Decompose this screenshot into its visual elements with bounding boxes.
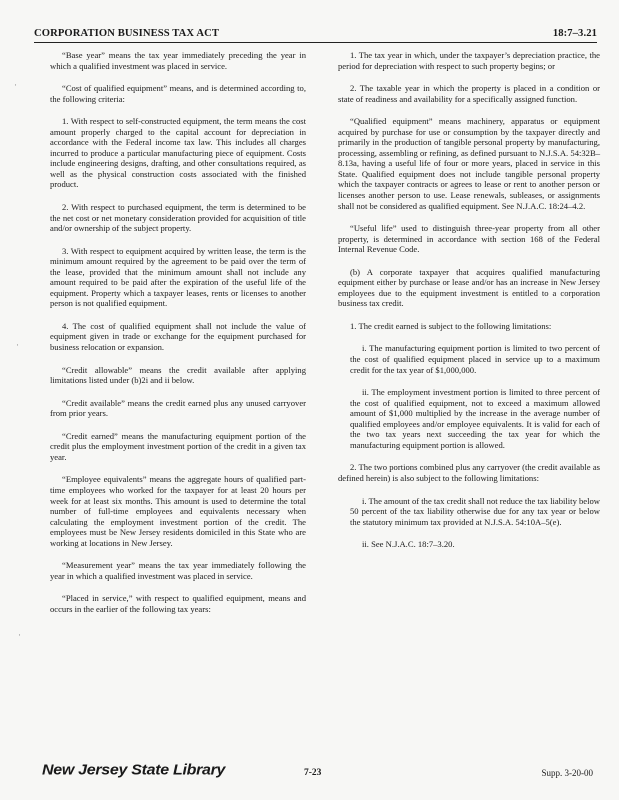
paragraph-credit-allowable: “Credit allowable” means the credit available after applying limitations listed under (b)2i and ii below.: [50, 364, 306, 386]
paragraph-subsection-b: (b) A corporate taxpayer that acquires qualified manufacturing equipment either by purchase or lease and/or has an increase in New Jersey employees due to the equipment investment is entitled to a corporation business tax credit.: [338, 266, 600, 309]
left-column: [50, 50, 306, 621]
margin-mark: ·: [16, 340, 19, 350]
margin-mark: ·: [14, 80, 17, 90]
page-number: 7-23: [304, 768, 322, 778]
paragraph-cost-criterion-4: 4. The cost of qualified equipment shall not include the value of equipment given in trade or exchange for the equipment purchased for business relocation or expansion.: [50, 320, 306, 353]
paragraph-base-year: “Base year” means the tax year immediately preceding the year in which a qualified investment was placed in service.: [50, 50, 306, 71]
library-stamp: New Jersey State Library: [42, 762, 226, 779]
header-title: CORPORATION BUSINESS TAX ACT: [34, 28, 219, 39]
paragraph-cost-criterion-2: 2. With respect to purchased equipment, the term is determined to be the net cost or net monetary consideration provided for acquisition of title and/or ownership of the subject property.: [50, 202, 306, 234]
paragraph-service-year-2: 2. The taxable year in which the property is placed in a condition or state of readiness and availability for a specifically assigned function.: [338, 83, 600, 104]
paragraph-combined-limit-i: i. The amount of the tax credit shall not reduce the tax liability below 50 percent of the tax liability otherwise due for any tax year or below the statutory minimum tax provided at N.J.S.A. 54:10A–5(e).: [350, 495, 601, 527]
paragraph-useful-life: “Useful life” used to distinguish three-year property from all other property, is determined in accordance with section 168 of the Federal Internal Revenue Code.: [338, 223, 600, 255]
paragraph-placed-in-service: “Placed in service,” with respect to qualified equipment, means and occurs in the earlier of the following tax years:: [50, 593, 306, 614]
paragraph-measurement-year: “Measurement year” means the tax year immediately following the year in which a qualified investment was placed in service.: [50, 560, 306, 581]
paragraph-credit-available: “Credit available” means the credit earned plus any unused carryover from prior years.: [50, 397, 306, 419]
supplement-date: Supp. 3-20-00: [541, 768, 593, 778]
paragraph-limit-ii: ii. The employment investment portion is limited to three percent of the cost of qualified equipment, not to exceed a maximum allowed amount of $1,000 multiplied by the increase in the average number of qualified employees and/or employee equivalents. It is valid for each of the two tax years next succeeding the tax year for which the manufacturing equipment portion is allowed.: [350, 387, 600, 450]
paragraph-cost-criterion-1: 1. With respect to self-constructed equipment, the term means the cost amount properly charged to the capital account for depreciation in accordance with the Federal income tax law. This includes all charges incurred to produce a particular manufacturing piece of equipment. Costs include engineering designs, drafting, and other consultations required, as well as the physical construction costs associated with the finished product.: [50, 116, 306, 190]
paragraph-qualified-equipment: “Qualified equipment” means machinery, apparatus or equipment acquired by purchase for use or consumption by the taxpayer directly and primarily in the production of tangible personal property by manufacturing, processing, assembling or refining, as defined pursuant to N.J.S.A. 54:32B–8.13a, having a useful life of four or more years, placed in service in this State. Qualified equipment does not include tangible personal property which the taxpayer contracts or agrees to lease or rent to another person or licenses another person to use. Lease renewals, subleases, or assignments shall not be considered as qualified equipment. See N.J.A.C. 18:24–4.2.: [338, 116, 600, 211]
paragraph-combined-limitations: 2. The two portions combined plus any carryover (the credit available as defined herein) is also subject to the following limitations:: [338, 462, 600, 483]
header-rule: [34, 42, 597, 43]
paragraph-limitations-intro: 1. The credit earned is subject to the following limitations:: [350, 320, 552, 331]
header-section-number: 18:7–3.21: [552, 28, 597, 39]
running-header: [34, 28, 597, 39]
paragraph-limit-i: i. The manufacturing equipment portion is limited to two percent of the cost of qualified equipment placed in service up to a maximum credit for the tax year of $1,000,000.: [350, 343, 600, 375]
paragraph-cost-of-qualified-equipment: “Cost of qualified equipment” means, and is determined according to, the following criteria:: [50, 83, 306, 104]
paragraph-service-year-1: 1. The tax year in which, under the taxpayer’s depreciation practice, the period for depreciation with respect to such property begins; or: [338, 50, 600, 71]
right-column: [338, 50, 600, 556]
paragraph-combined-limit-ii: ii. See N.J.A.C. 18:7–3.20.: [362, 539, 455, 550]
paragraph-credit-earned: “Credit earned” means the manufacturing equipment portion of the credit plus the employment investment portion of the credit in a given tax year.: [50, 430, 306, 462]
paragraph-employee-equivalents: “Employee equivalents” means the aggregate hours of qualified part-time employees who worked for the taxpayer for at least 20 hours per week for at least six months. This amount is used to determine the total number of full-time employees and equivalents necessary when calculating the employment investment portion of the credit. The employees must be New Jersey residents domiciled in this State who are working at locations in New Jersey.: [50, 474, 306, 548]
margin-mark: ·: [18, 630, 21, 640]
paragraph-cost-criterion-3: 3. With respect to equipment acquired by written lease, the term is the minimum amount required by the agreement to be paid over the term of the lease, provided that the minimum amount shall not include any amount required to be paid after the expiration of the useful life of the equipment. Property which a taxpayer leases, rents or licenses to another person is not qualified equipment.: [50, 245, 306, 309]
